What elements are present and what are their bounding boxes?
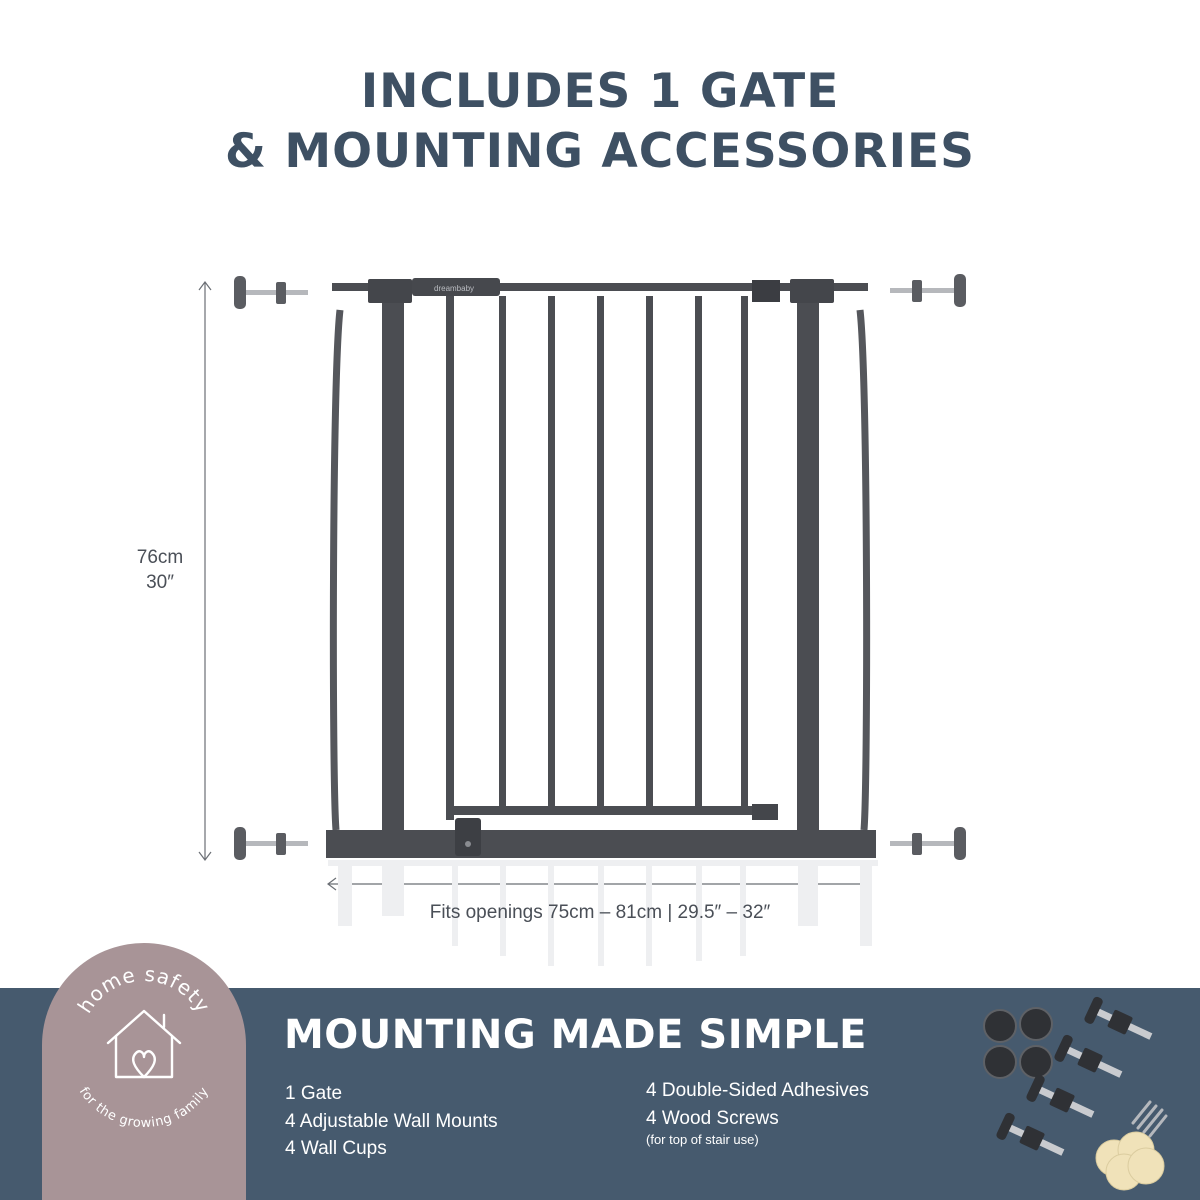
list-item: 4 Wood Screws <box>646 1107 779 1129</box>
width-label: Fits openings 75cm – 81cm | 29.5″ – 32″ <box>429 902 771 923</box>
badge-arc-top: home safety <box>72 961 216 1018</box>
list-item: 4 Wall Cups <box>285 1138 387 1159</box>
panel-heading: MOUNTING MADE SIMPLE <box>284 1012 868 1058</box>
list-item: 4 Adjustable Wall Mounts <box>285 1110 498 1132</box>
double-sided-adhesives <box>1096 1132 1164 1190</box>
title-line-2: & MOUNTING ACCESSORIES <box>224 124 976 179</box>
badge-arc-bottom: for the growing family <box>75 1084 213 1132</box>
height-in: 30″ <box>146 572 174 593</box>
list-item: 4 Double-Sided Adhesives <box>646 1080 869 1101</box>
wood-screws <box>1133 1102 1166 1136</box>
wall-cups <box>984 1008 1052 1078</box>
list-note: (for top of stair use) <box>646 1132 759 1147</box>
title-line-1: INCLUDES 1 GATE <box>360 64 840 119</box>
list-item: 1 Gate <box>285 1083 343 1104</box>
brand-label: dreambaby <box>434 284 475 293</box>
height-cm: 76cm <box>136 547 184 568</box>
